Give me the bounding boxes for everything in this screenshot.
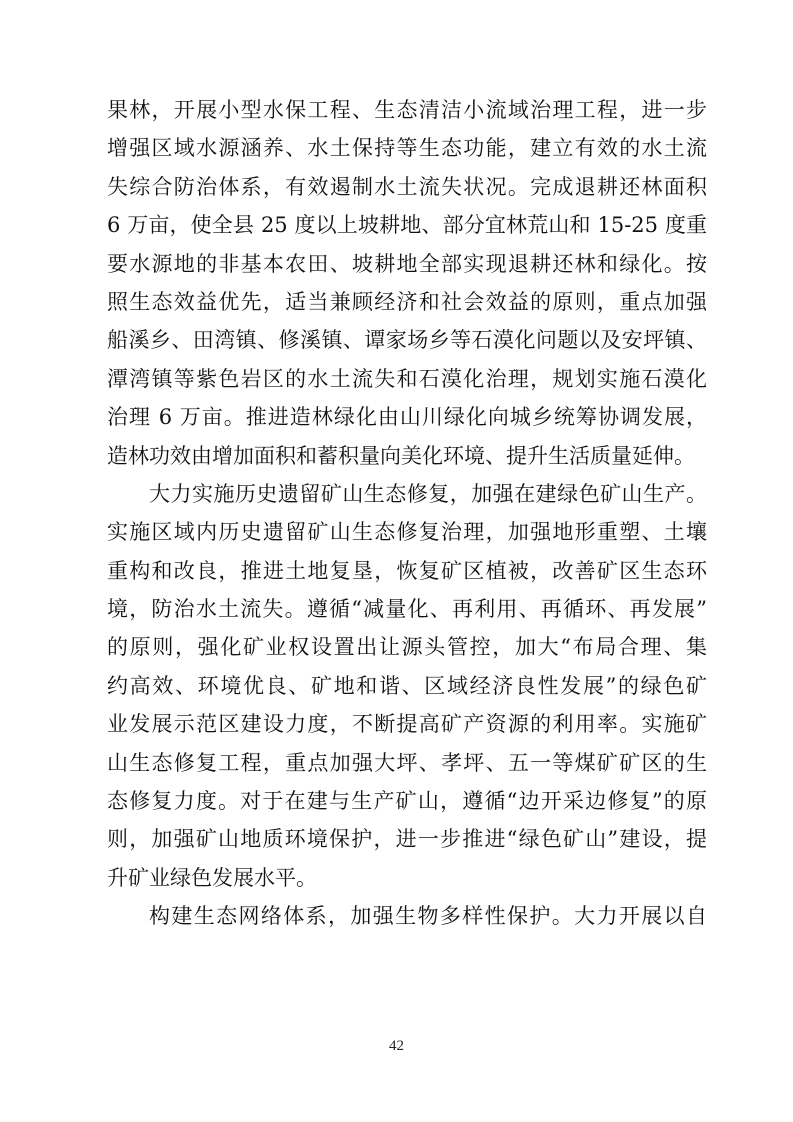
text-line: 境，防治水土流失。遵循“减量化、再利用、再循环、再发展” (107, 597, 707, 622)
text-line: 船溪乡、田湾镇、修溪镇、谭家场乡等石漠化问题以及安坪镇、 (107, 328, 707, 353)
text-line: 则，加强矿山地质环境保护，进一步推进“绿色矿山”建设，提 (107, 827, 707, 852)
text-line: 照生态效益优先，适当兼顾经济和社会效益的原则，重点加强 (107, 289, 707, 314)
text-line: 失综合防治体系，有效遏制水土流失状况。完成退耕还林面积 (107, 174, 707, 199)
text-line: 业发展示范区建设力度，不断提高矿产资源的利用率。实施矿 (107, 712, 707, 737)
paragraph (107, 91, 707, 475)
text-line: 潭湾镇等紫色岩区的水土流失和石漠化治理，规划实施石漠化 (107, 366, 707, 391)
body-text (107, 91, 707, 936)
text-line: 重构和改良，推进土地复垦，恢复矿区植被，改善矿区生态环 (107, 558, 707, 583)
text-line: 山生态修复工程，重点加强大坪、孝坪、五一等煤矿矿区的生 (107, 750, 707, 775)
text-line: 要水源地的非基本农田、坡耕地全部实现退耕还林和绿化。按 (107, 251, 707, 276)
page-number: 42 (389, 1038, 404, 1054)
text-line: 治理 6 万亩。推进造林绿化由山川绿化向城乡统筹协调发展， (107, 405, 707, 430)
text-line: 实施区域内历史遗留矿山生态修复治理，加强地形重塑、土壤 (107, 520, 707, 545)
text-line: 造林功效由增加面积和蓄积量向美化环境、提升生活质量延伸。 (107, 443, 695, 468)
text-line: 大力实施历史遗留矿山生态修复，加强在建绿色矿山生产。 (149, 481, 707, 506)
text-line: 的原则，强化矿业权设置出让源头管控，加大“布局合理、集 (107, 635, 707, 660)
text-line: 升矿业绿色发展水平。 (107, 865, 317, 890)
text-line: 果林，开展小型水保工程、生态清洁小流域治理工程，进一步 (107, 98, 707, 122)
text-line: 6 万亩，使全县 25 度以上坡耕地、部分宜林荒山和 15-25 度重 (107, 213, 707, 238)
text-line: 态修复力度。对于在建与生产矿山，遵循“边开采边修复”的原 (107, 789, 707, 814)
text-line: 构建生态网络体系，加强生物多样性保护。大力开展以自 (149, 904, 707, 929)
text-line: 增强区域水源涵养、水土保持等生态功能，建立有效的水土流 (107, 136, 707, 161)
text-line: 约高效、环境优良、矿地和谐、区域经济良性发展”的绿色矿 (107, 673, 707, 698)
paragraph (107, 475, 707, 897)
paragraph (107, 897, 707, 935)
